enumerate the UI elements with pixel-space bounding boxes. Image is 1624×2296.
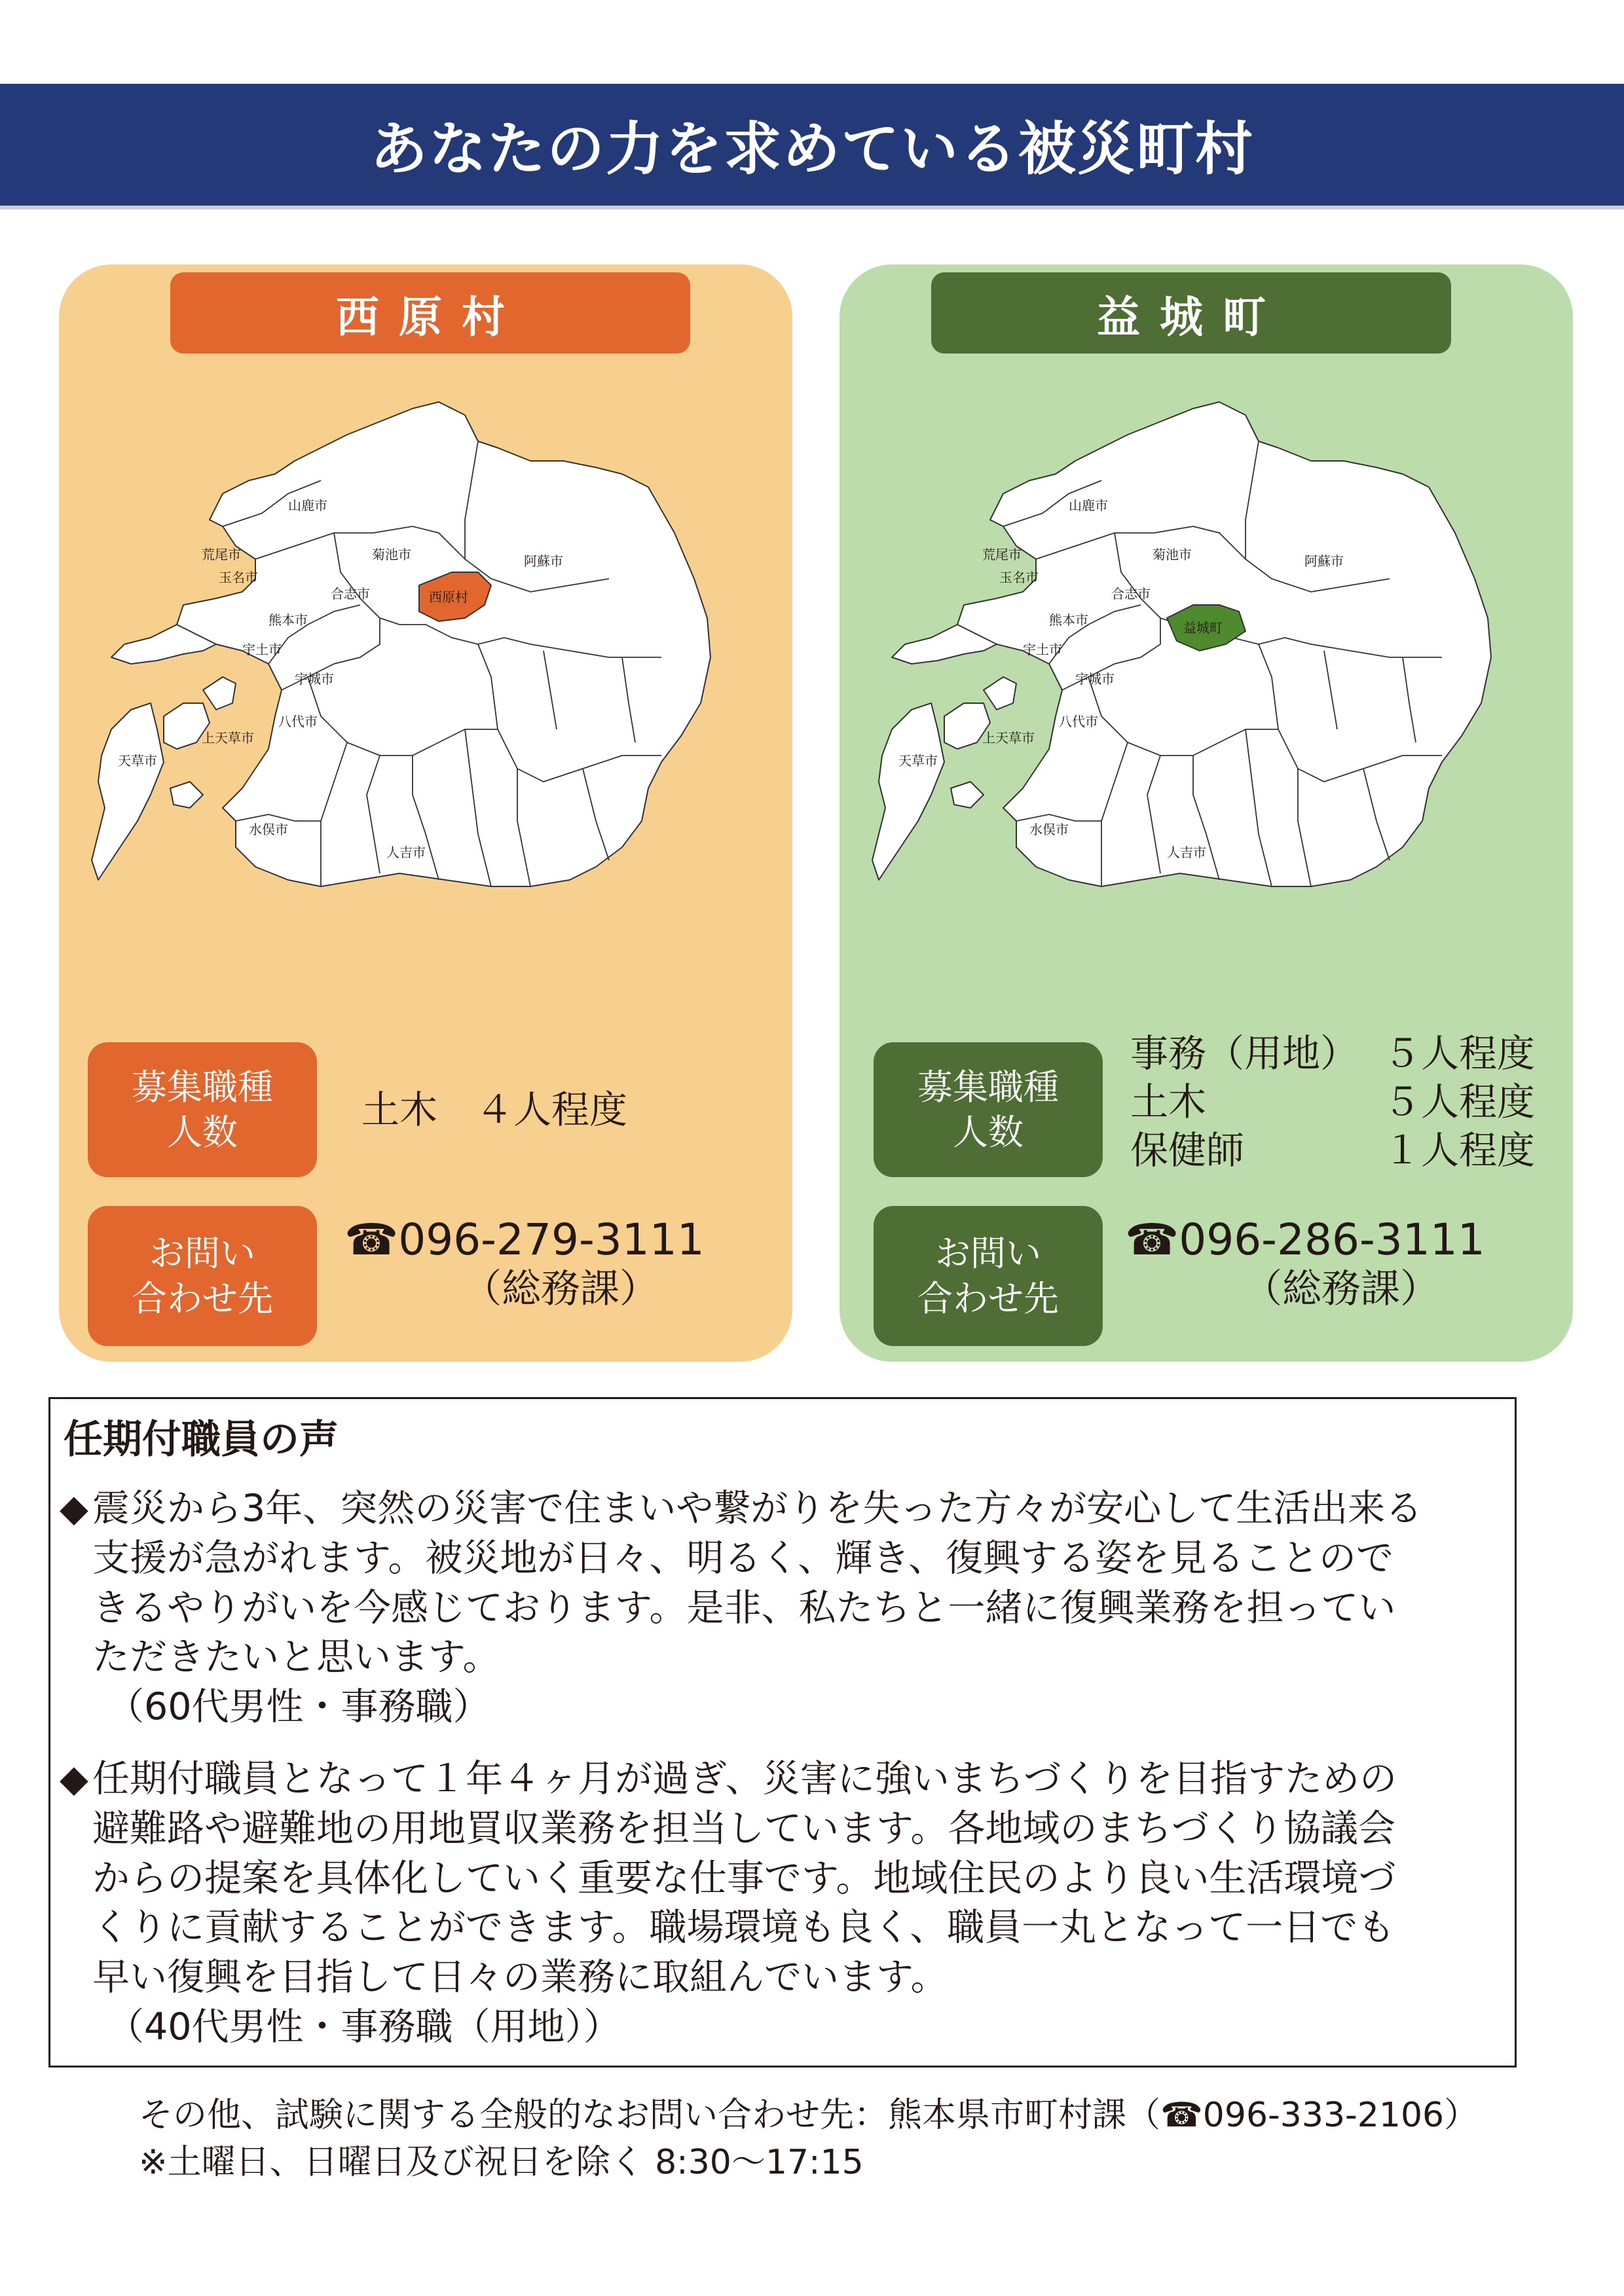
general-inquiry-footer <box>139 2092 1478 2187</box>
map-label-uki: 宇城市 <box>1075 671 1115 687</box>
contact-label-2: 合わせ先 <box>917 1278 1059 1319</box>
recruit-job: 事務（用地） <box>1130 1031 1359 1076</box>
voice-line: 支援が急がれます。被災地が日々、明るく、輝き、復興する姿を見ることので <box>92 1536 1394 1580</box>
staff-voice-box <box>48 1397 1517 2068</box>
contact-phone: ☎096-286-3111 <box>1125 1214 1485 1265</box>
map-label-highlight: 西原村 <box>429 589 468 605</box>
contact-label-pill <box>874 1206 1103 1346</box>
voice-line: きるやりがいを今感じております。是非、私たちと一緒に復興業務を担ってい <box>92 1586 1396 1630</box>
recruit-count: １人程度 <box>1383 1128 1536 1173</box>
map-kamiamakusa-2 <box>203 677 236 710</box>
map-label-tamana: 玉名市 <box>999 570 1039 585</box>
map-label-hitoyoshi: 人吉市 <box>1167 845 1206 860</box>
footer-contact-line: その他、試験に関する全般的なお問い合わせ先：熊本県市町村課（☎096-333-2106） <box>139 2096 1479 2135</box>
voice-attribution: （60代男性・事務職） <box>107 1685 490 1729</box>
page-banner <box>0 84 1624 206</box>
page-title: あなたの力を求めている被災町村 <box>369 115 1254 183</box>
panel-title-nishihara: 西原村 <box>170 272 690 354</box>
contact-label-2: 合わせ先 <box>132 1278 273 1319</box>
recruit-jobs <box>1130 1029 1358 1175</box>
contact-phone-block <box>1125 1214 1485 1313</box>
recruit-label-pill <box>88 1042 317 1177</box>
map-label-arao: 荒尾市 <box>202 547 241 562</box>
map-label-uto: 宇土市 <box>1023 642 1062 657</box>
map-label-amakusa: 天草市 <box>898 753 938 769</box>
map-label-aso: 阿蘇市 <box>524 553 563 569</box>
voice-line: 避難路や避難地の用地買収業務を担当しています。各地域のまちづくり協議会 <box>92 1806 1395 1850</box>
map-label-aso: 阿蘇市 <box>1304 553 1344 569</box>
map-label-arao: 荒尾市 <box>982 547 1022 562</box>
kumamoto-map-mashiki <box>853 363 1560 1057</box>
map-label-koshi: 合志市 <box>331 586 370 602</box>
map-label-kikuchi: 菊池市 <box>1153 547 1192 562</box>
contact-phone-block <box>344 1214 705 1313</box>
banner-shadow <box>0 206 1624 210</box>
panel-title-mashiki: 益城町 <box>931 272 1451 354</box>
voice-item <box>60 1484 1487 1732</box>
voice-item <box>60 1755 1487 2052</box>
contact-label-1: お問い <box>149 1232 255 1274</box>
map-label-hitoyoshi: 人吉市 <box>386 845 426 860</box>
map-label-amakusa: 天草市 <box>118 753 157 769</box>
diamond-bullet-icon: ◆ <box>60 1757 88 1800</box>
kumamoto-map-nishihara <box>72 363 779 1057</box>
voice-line: ただきたいと思います。 <box>92 1635 500 1679</box>
map-label-minamata: 水俣市 <box>1029 822 1069 837</box>
map-amakusa <box>92 703 164 880</box>
voice-title: 任期付職員の声 <box>64 1417 339 1463</box>
map-island-small <box>170 782 203 808</box>
footer-hours-line: ※土曜日、日曜日及び祝日を除く 8:30～17:15 <box>139 2142 864 2182</box>
contact-dept: （総務課） <box>1243 1266 1439 1313</box>
map-label-tamana: 玉名市 <box>219 570 258 585</box>
recruit-counts <box>1383 1029 1535 1175</box>
map-label-yamaga: 山鹿市 <box>288 498 327 513</box>
voice-line: 震災から3年、突然の災害で住まいや繋がりを失った方々が安心して生活出来る <box>92 1487 1423 1530</box>
map-label-kikuchi: 菊池市 <box>372 547 411 562</box>
recruit-label-pill <box>874 1042 1103 1177</box>
recruit-label-2: 人数 <box>953 1112 1024 1153</box>
map-label-yamaga: 山鹿市 <box>1069 498 1108 513</box>
recruit-detail: 土木 ４人程度 <box>361 1087 628 1132</box>
voice-line: 任期付職員となって１年４ヶ月が過ぎ、災害に強いまちづくりを目指すための <box>92 1757 1397 1800</box>
voice-line: からの提案を具体化していく重要な仕事です。地域住民のより良い生活環境づ <box>92 1856 1396 1900</box>
map-label-highlight: 益城町 <box>1183 620 1223 636</box>
recruit-label-1: 募集職種 <box>917 1066 1059 1108</box>
diamond-bullet-icon: ◆ <box>60 1487 88 1530</box>
map-label-yatsushiro: 八代市 <box>1059 714 1098 729</box>
map-label-koshi: 合志市 <box>1111 586 1151 602</box>
map-label-minamata: 水俣市 <box>249 822 288 837</box>
recruit-label-2: 人数 <box>167 1112 238 1153</box>
voice-body <box>60 1484 1487 2075</box>
recruit-job: 土木 <box>1130 1080 1207 1125</box>
voice-attribution: （40代男性・事務職（用地）） <box>107 2005 621 2049</box>
contact-dept: （総務課） <box>462 1266 659 1313</box>
map-label-kumamoto: 熊本市 <box>1049 612 1088 628</box>
panel-mashiki <box>840 264 1573 1362</box>
contact-phone: ☎096-279-3111 <box>344 1214 705 1265</box>
map-label-kumamoto: 熊本市 <box>268 612 308 628</box>
panel-nishihara <box>59 264 792 1362</box>
voice-line: 早い復興を目指して日々の業務に取組んでいます。 <box>92 1956 948 1999</box>
map-label-kamiamakusa: 上天草市 <box>982 730 1035 746</box>
recruit-count: ５人程度 <box>1383 1080 1536 1125</box>
contact-label-1: お問い <box>935 1232 1041 1274</box>
voice-line: くりに貢献することができます。職場環境も良く、職員一丸となって一日でも <box>92 1906 1395 1950</box>
map-label-yatsushiro: 八代市 <box>278 714 318 729</box>
recruit-label-1: 募集職種 <box>132 1066 273 1108</box>
recruit-count: ５人程度 <box>1383 1031 1536 1076</box>
recruit-job: 保健師 <box>1130 1128 1245 1173</box>
map-label-kamiamakusa: 上天草市 <box>202 730 254 746</box>
map-label-uki: 宇城市 <box>295 671 334 687</box>
map-label-uto: 宇土市 <box>242 642 282 657</box>
contact-label-pill <box>88 1206 317 1346</box>
